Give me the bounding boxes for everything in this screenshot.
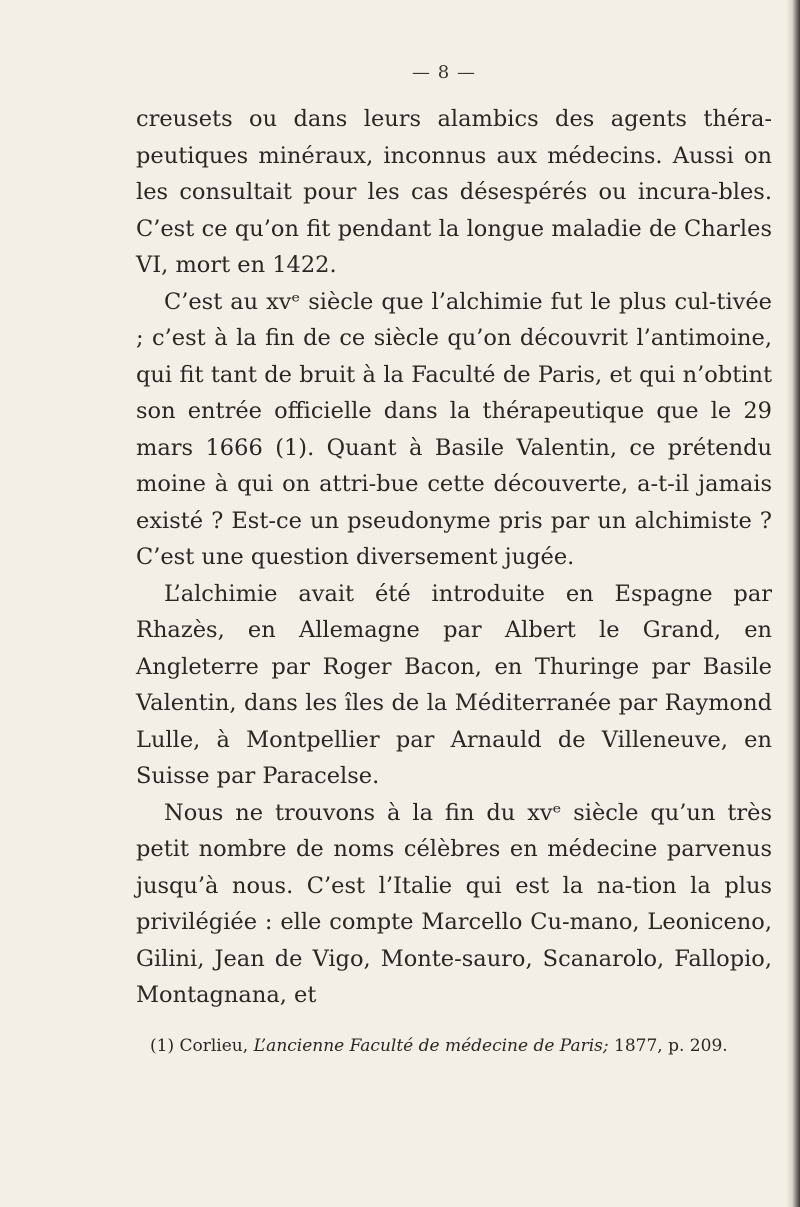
book-page — [136, 62, 772, 1058]
paragraph-4: Nous ne trouvons à la fin du xvᵉ siècle qu’un très petit nombre de noms célèbres en médecine parvenus jusqu’à nous. C’est l’Italie qui est la na-tion la plus privilégiée : elle compte Marcello Cu-mano, Leoniceno, Gilini, Jean de Vigo, Monte-sauro, Scanarolo, Fallopio, Montagnana, et — [136, 799, 772, 1008]
footnote-author: Corlieu, — [179, 1035, 249, 1056]
footnote-title: L’ancienne Faculté de médecine de Paris; — [253, 1035, 609, 1056]
footnote-details: 1877, p. 209. — [614, 1035, 728, 1056]
paragraph-2: C’est au xvᵉ siècle que l’alchimie fut le plus cul-tivée ; c’est à la fin de ce siècle qu’on découvrit l’antimoine, qui fit tant de bruit à la Faculté de Paris, et qui n’obtint son entrée officielle dans la thérapeutique que le 29 mars 1666 (1). Quant à Basile Valentin, ce prétendu moine à qui on attri-bue cette découverte, a-t-il jamais existé ? Est-ce un pseudonyme pris par un alchimiste ? C’est une question diversement jugée. — [136, 288, 772, 570]
paragraph-1: creusets ou dans leurs alambics des agents théra-peutiques minéraux, inconnus aux médecins. Aussi on les consultait pour les cas désespérés ou incura-bles. C’est ce qu’on fit pendant la longue maladie de Charles VI, mort en 1422. — [136, 106, 772, 278]
footnote — [136, 1034, 772, 1058]
page-edge — [786, 0, 800, 1207]
footnote-marker: (1) — [150, 1035, 175, 1056]
page-number: — 8 — — [412, 62, 476, 83]
paragraph-3: L’alchimie avait été introduite en Espagne par Rhazès, en Allemagne par Albert le Grand, en Angleterre par Roger Bacon, en Thuringe par Basile Valentin, dans les îles de la Méditerranée par Raymond Lulle, à Montpellier par Arnauld de Villeneuve, en Suisse par Paracelse. — [136, 580, 772, 789]
body-text — [136, 101, 772, 1014]
